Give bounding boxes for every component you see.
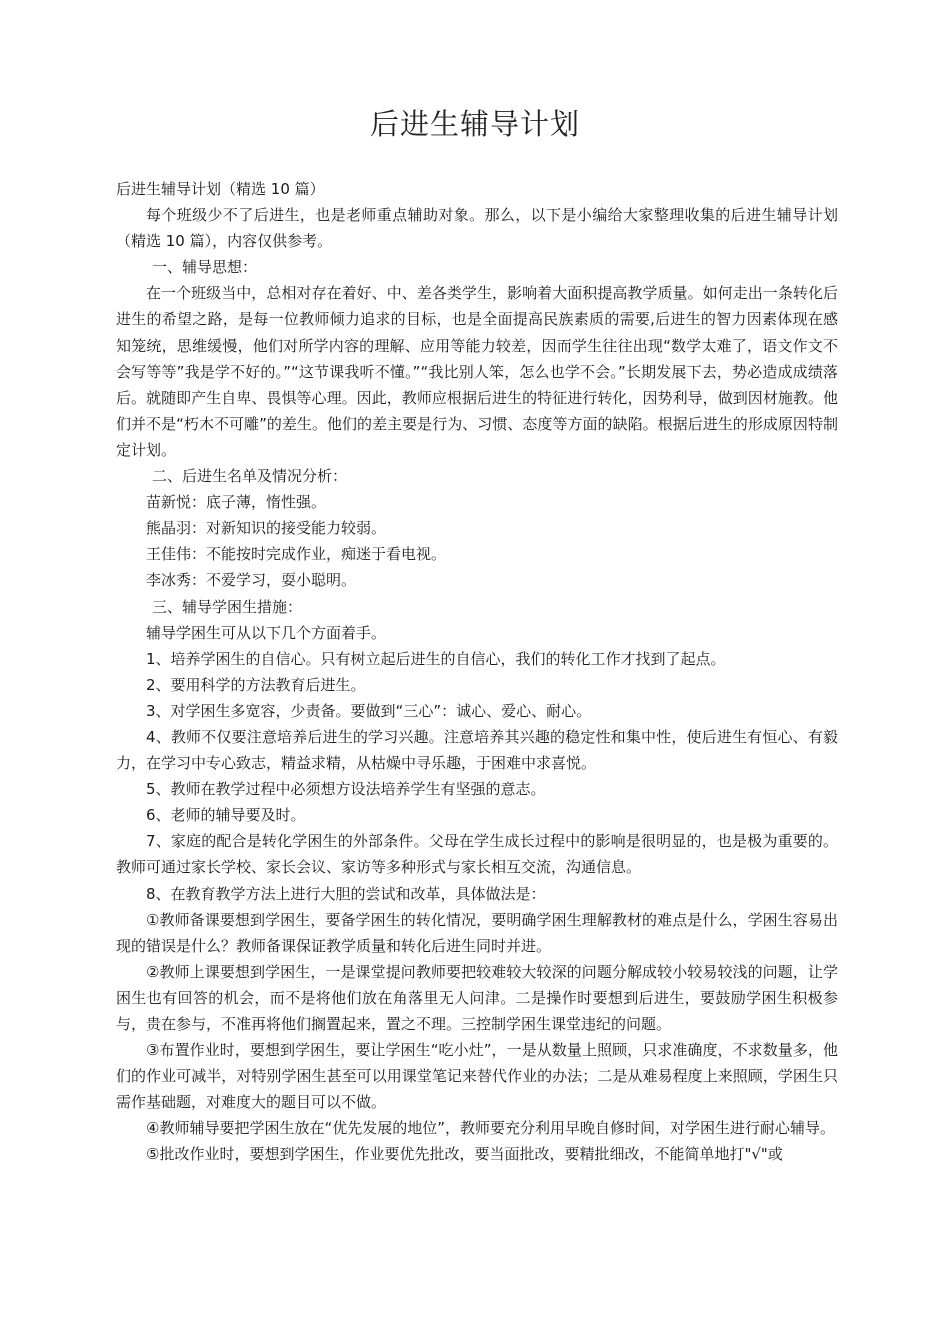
list-item: 7、家庭的配合是转化学困生的外部条件。父母在学生成长过程中的影响是很明显的，也是极为重要的。教师可通过家长学校、家长会议、家访等多种形式与家长相互交流，沟通信息。	[116, 832, 838, 877]
student-entry: 李冰秀：不爱学习，耍小聪明。	[146, 571, 357, 590]
sub-list-item: ⑤批改作业时，要想到学困生，作业要优先批改，要当面批改，要精批细改，不能简单地打"√"或	[146, 1145, 783, 1164]
section-heading: 二、后进生名单及情况分析：	[152, 467, 348, 486]
document-body	[116, 176, 838, 1168]
list-item: 5、教师在教学过程中必须想方设法培养学生有坚强的意志。	[146, 780, 546, 799]
list-item: 4、教师不仅要注意培养后进生的学习兴趣。注意培养其兴趣的稳定性和集中性，使后进生有恒心、有毅力，在学习中专心致志，精益求精，从枯燥中寻乐趣，于困难中求喜悦。	[116, 727, 838, 773]
section-heading: 一、辅导思想：	[152, 258, 258, 277]
section-paragraph: 在一个班级当中，总相对存在着好、中、差各类学生，影响着大面积提高教学质量。如何走出一条转化后进生的希望之路，是每一位教师倾力追求的目标，也是全面提高民族素质的需要,后进生的智力因素体现在感知笼统，思维缓慢，他们对所学内容的理解、应用等能力较差，因而学生往往出现“数学太难了，语文作文不会写等等”我是学不好的。”“这节课我听不懂。”“我比别人笨，怎么也学不会。”长期发展下去，势必造成成绩落后。就随即产生自卑、畏惧等心理。因此，教师应根据后进生的特征进行转化，因势利导，做到因材施教。他们并不是“朽木不可雕”的差生。他们的差主要是行为、习惯、态度等方面的缺陷。根据后进生的形成原因特制定计划。	[116, 284, 838, 459]
intro-paragraph: 每个班级少不了后进生，也是老师重点辅助对象。那么，以下是小编给大家整理收集的后进生辅导计划（精选 10 篇），内容仅供参考。	[116, 206, 838, 251]
student-entry: 王佳伟：不能按时完成作业，痴迷于看电视。	[146, 545, 447, 564]
list-item: 6、老师的辅导要及时。	[146, 806, 306, 825]
list-item: 3、对学困生多宽容，少责备。要做到“三心”：诚心、爱心、耐心。	[146, 701, 592, 720]
sub-list-item: ①教师备课要想到学困生，要备学困生的转化情况，要明确学困生理解教材的难点是什么，学困生容易出现的错误是什么？教师备课保证教学质量和转化后进生同时并进。	[116, 910, 838, 955]
list-item: 2、要用科学的方法教育后进生。	[146, 675, 366, 694]
list-item: 1、培养学困生的自信心。只有树立起后进生的自信心，我们的转化工作才找到了起点。	[146, 649, 726, 668]
section-heading: 三、辅导学困生措施：	[152, 597, 303, 616]
sub-list-item: ④教师辅导要把学困生放在“优先发展的地位”，教师要充分利用早晚自修时间，对学困生进行耐心辅导。	[146, 1119, 835, 1138]
student-entry: 苗新悦：底子薄，惰性强。	[146, 493, 327, 512]
list-item: 8、在教育教学方法上进行大胆的尝试和改革，具体做法是：	[146, 884, 546, 903]
page-title: 后进生辅导计划	[369, 107, 580, 141]
sub-list-item: ③布置作业时，要想到学困生，要让学困生“吃小灶”，一是从数量上照顾，只求准确度，不求数量多，他们的作业可减半，对特别学困生甚至可以用课堂笔记来替代作业的办法；二是从难易程度上来照顾，学困生只需作基础题，对难度大的题目可以不做。	[116, 1041, 838, 1112]
subtitle: 后进生辅导计划（精选 10 篇）	[116, 180, 325, 198]
student-entry: 熊晶羽：对新知识的接受能力较弱。	[146, 519, 387, 538]
sub-list-item: ②教师上课要想到学困生，一是课堂提问教师要把较难较大较深的问题分解成较小较易较浅的问题，让学困生也有回答的机会，而不是将他们放在角落里无人问津。二是操作时要想到后进生，要鼓励学困生积极参与，贵在参与，不准再将他们搁置起来，置之不理。三控制学困生课堂违纪的问题。	[116, 962, 838, 1033]
section-lead: 辅导学困生可从以下几个方面着手。	[146, 623, 387, 642]
